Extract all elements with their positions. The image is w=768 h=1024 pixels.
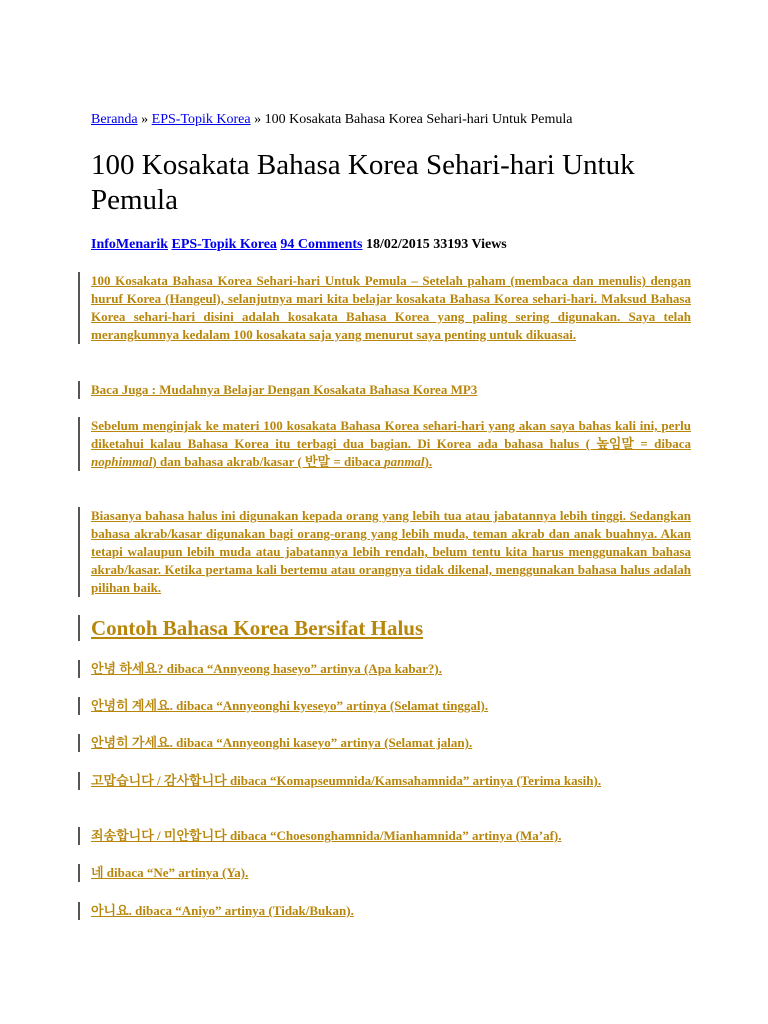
category-link[interactable]: EPS-Topik Korea <box>171 237 277 252</box>
paragraph-text: ) dan bahasa akrab/kasar ( 반말 = dibaca <box>152 454 385 469</box>
post-meta <box>91 237 507 253</box>
example-item[interactable]: 안녕히 계세요. dibaca “Annyeonghi kyeseyo” artinya (Selamat tinggal). <box>78 697 691 715</box>
section-heading[interactable]: Contoh Bahasa Korea Bersifat Halus <box>78 615 691 641</box>
comments-link[interactable]: 94 Comments <box>280 237 363 252</box>
term-panmal: panmal <box>384 454 425 469</box>
breadcrumb-home-link[interactable]: Beranda <box>91 112 138 127</box>
breadcrumb-separator: » <box>254 112 262 127</box>
breadcrumb-category-link[interactable]: EPS-Topik Korea <box>151 112 251 127</box>
breadcrumb-current: 100 Kosakata Bahasa Korea Sehari-hari Untuk Pemula <box>264 112 573 127</box>
baca-juga-link[interactable]: Baca Juga : Mudahnya Belajar Dengan Kosakata Bahasa Korea MP3 <box>78 381 691 399</box>
paragraph-text: ). <box>424 454 433 469</box>
example-item[interactable]: 고맙습니다 / 감사합니다 dibaca “Komapseumnida/Kamsahamnida” artinya (Terima kasih). <box>78 772 646 790</box>
language-levels-paragraph[interactable] <box>78 417 691 471</box>
example-item[interactable]: 네 dibaca “Ne” artinya (Ya). <box>78 864 691 882</box>
example-item[interactable]: 죄송합니다 / 미안합니다 dibaca “Choesonghamnida/Mianhamnida” artinya (Ma’af). <box>78 827 691 845</box>
usage-paragraph[interactable]: Biasanya bahasa halus ini digunakan kepada orang yang lebih tua atau jabatannya lebih tinggi. Sedangkan bahasa akrab/kasar digunakan bagi orang-orang yang lebih muda, teman akrab dan anak buahnya. Akan tetapi walaupun lebih muda atau jabatannya lebih rendah, belum tentu kita harus menggunakan bahasa akrab/kasar. Ketika pertama kali bertemu atau orangnya tidak dikenal, menggunakan bahasa halus adalah pilihan baik. <box>78 507 691 597</box>
intro-paragraph[interactable]: 100 Kosakata Bahasa Korea Sehari-hari Untuk Pemula – Setelah paham (membaca dan menulis) dengan huruf Korea (Hangeul), selanjutnya mari kita belajar kosakata Bahasa Korea sehari-hari. Maksud Bahasa Korea sehari-hari disini adalah kosakata Bahasa Korea yang paling sering digunakan. Saya telah merangkumnya kedalam 100 kosakata saja yang menurut saya penting untuk dikuasai. <box>78 272 691 344</box>
breadcrumb <box>91 112 573 128</box>
example-item[interactable]: 안녕 하세요? dibaca “Annyeong haseyo” artinya (Apa kabar?). <box>78 660 691 678</box>
date-views: 18/02/2015 33193 Views <box>365 237 507 252</box>
page-title: 100 Kosakata Bahasa Korea Sehari-hari Untuk Pemula <box>91 149 635 216</box>
breadcrumb-separator: » <box>141 112 149 127</box>
example-item[interactable]: 아니요. dibaca “Aniyo” artinya (Tidak/Bukan). <box>78 902 691 920</box>
paragraph-text: Sebelum menginjak ke materi 100 kosakata Bahasa Korea sehari-hari yang akan saya bahas kali ini, perlu diketahui kalau Bahasa Korea itu terbagi dua bagian. Di Korea ada bahasa halus ( 높임말 = dibaca <box>91 418 691 451</box>
example-item[interactable]: 안녕히 가세요. dibaca “Annyeonghi kaseyo” artinya (Selamat jalan). <box>78 734 691 752</box>
author-link[interactable]: InfoMenarik <box>91 237 168 252</box>
term-nophimmal: nophimmal <box>91 454 153 469</box>
